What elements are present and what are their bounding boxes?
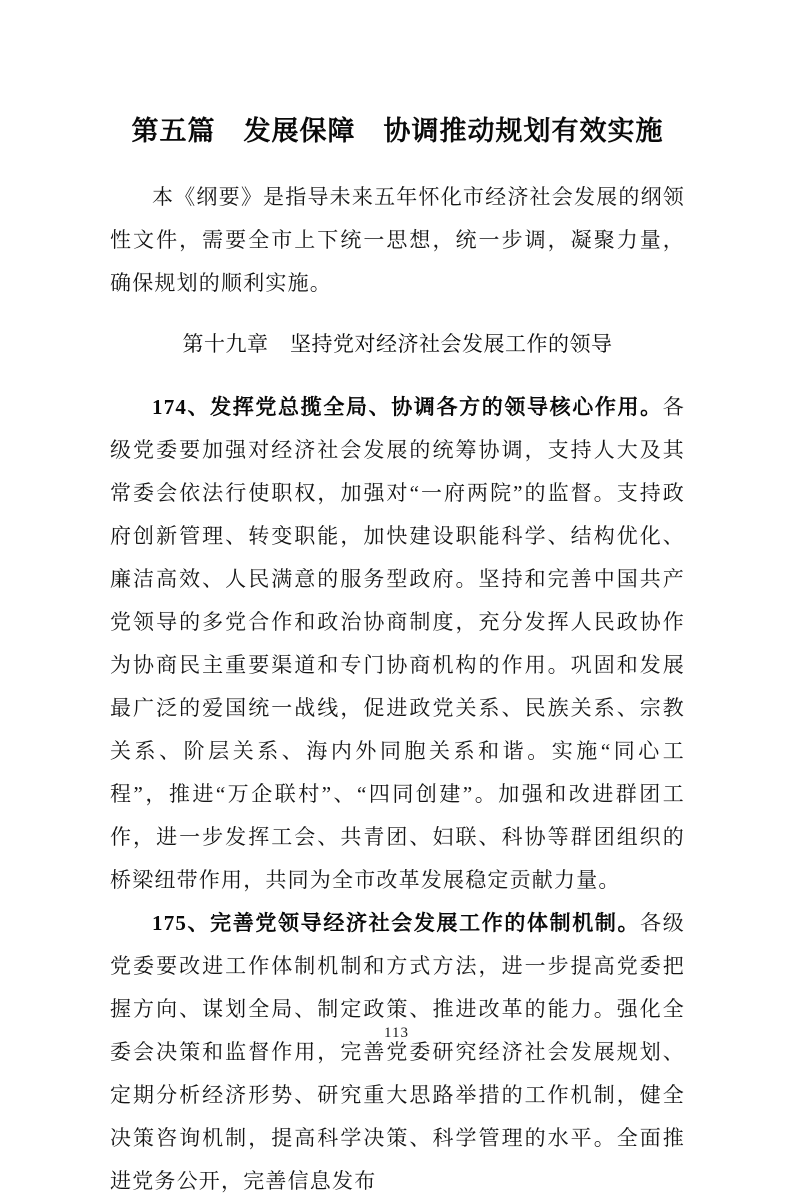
intro-paragraph: 本《纲要》是指导未来五年怀化市经济社会发展的纲领性文件，需要全市上下统一思想，统一步调，凝聚力量，确保规划的顺利实施。 — [110, 185, 685, 295]
paragraph-174 — [110, 386, 685, 902]
page-number: 113 — [384, 1025, 409, 1041]
paragraph-175-lead: 175、完善党领导经济社会发展工作的体制机制。 — [152, 911, 641, 935]
paragraph-175-body: 各级党委要改进工作体制机制和方式方法，进一步提高党委把握方向、谋划全局、制定政策、推进改革的能力。强化全委会决策和监督作用，完善党委研究经济社会发展规划、定期分析经济形势、研究重大思路举措的工作机制，健全决策咨询机制，提高科学决策、科学管理的水平。全面推进党务公开，完善信息发布 — [110, 911, 685, 1193]
section-title: 第五篇 发展保障 协调推动规划有效实施 — [131, 116, 664, 146]
chapter-heading: 第十九章 坚持党对经济社会发展工作的领导 — [182, 333, 613, 356]
paragraph-174-lead: 174、发挥党总揽全局、协调各方的领导核心作用。 — [152, 395, 663, 419]
paragraph-174-body: 各级党委要加强对经济社会发展的统筹协调，支持人大及其常委会依法行使职权，加强对“一府两院”的监督。支持政府创新管理、转变职能，加快建设职能科学、结构优化、廉洁高效、人民满意的服务型政府。坚持和完善中国共产党领导的多党合作和政治协商制度，充分发挥人民政协作为协商民主重要渠道和专门协商机构的作用。巩固和发展最广泛的爱国统一战线，促进政党关系、民族关系、宗教关系、阶层关系、海内外同胞关系和谐。实施“同心工程”，推进“万企联村”、“四同创建”。加强和改进群团工作，进一步发挥工会、共青团、妇联、科协等群团组织的桥梁纽带作用，共同为全市改革发展稳定贡献力量。 — [110, 395, 685, 892]
paragraph-175 — [110, 902, 685, 1203]
